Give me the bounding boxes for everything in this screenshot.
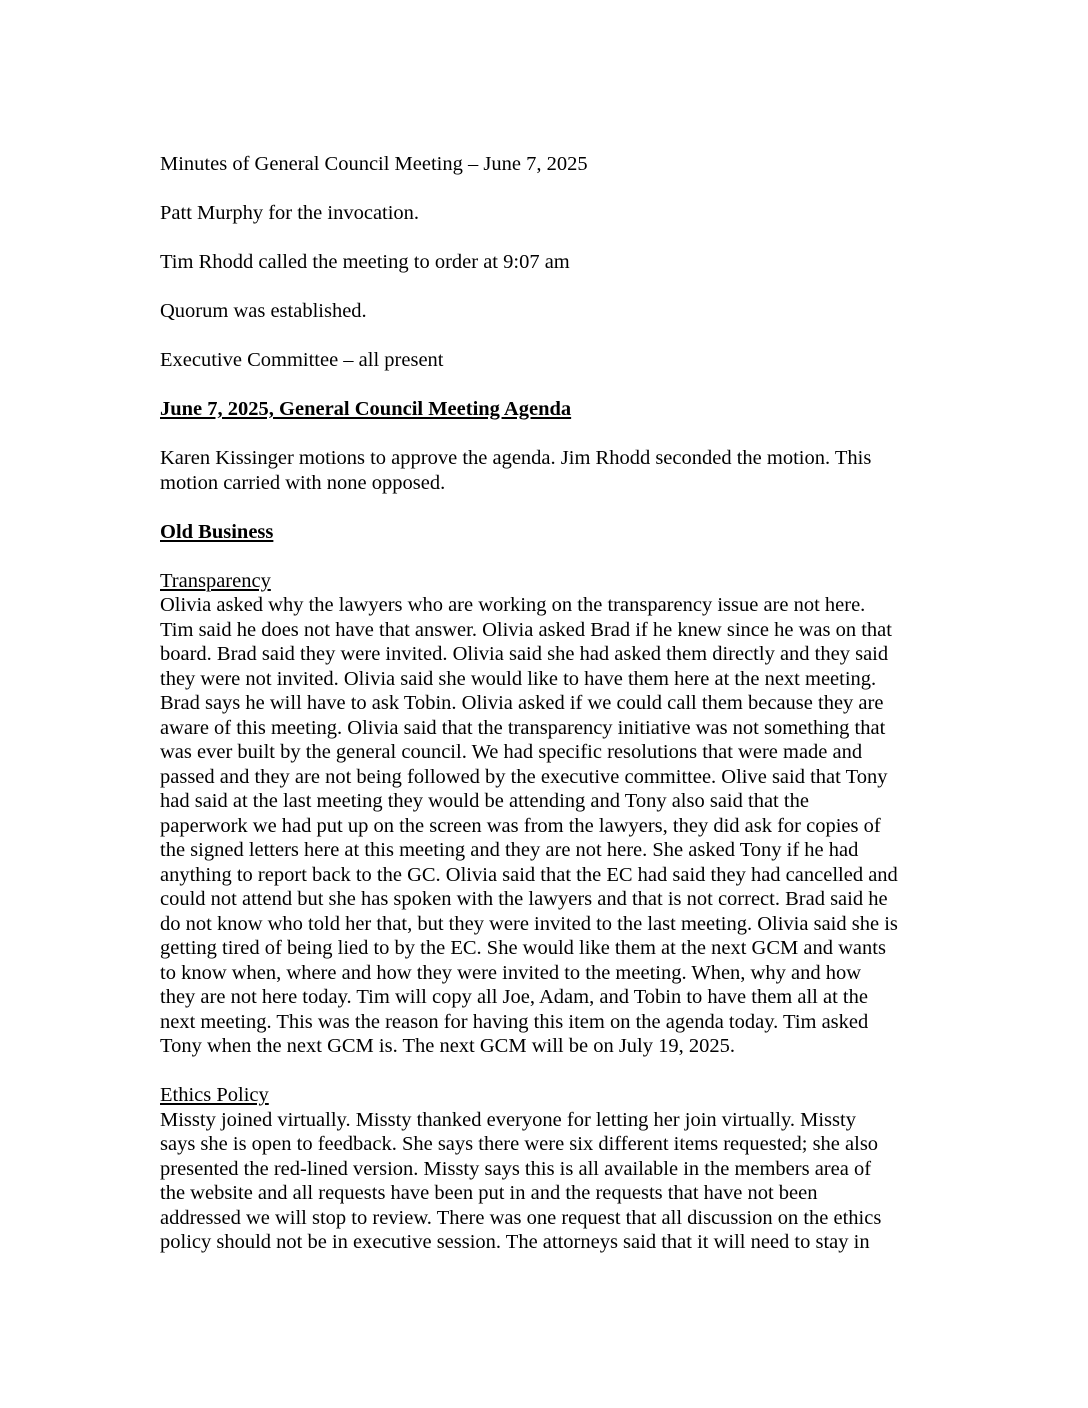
old-business-heading: Old Business [160,520,274,543]
text-line: presented the red-lined version. Missty says this is all available in the members area of [160,1157,872,1180]
text-line: the signed letters here at this meeting and they are not here. She asked Tony if he had [160,839,859,861]
text-line: do not know who told her that, but they were invited to the last meeting. Olivia said she is [160,912,898,935]
text-line: the website and all requests have been put in and the requests that have not been [160,1182,818,1204]
text-line: motion carried with none opposed. [160,471,446,494]
agenda-paragraph [160,446,940,495]
text-line: had said at the last meeting they would be attending and Tony also said that the [160,790,809,812]
text-line: they are not here today. Tim will copy all Joe, Adam, and Tobin to have them all at the [160,986,868,1008]
text-line: Tim said he does not have that answer. Olivia asked Brad if he knew since he was on that [160,618,892,641]
quorum-line: Quorum was established. [160,300,367,322]
call-to-order-line: Tim Rhodd called the meeting to order at 9:07 am [160,251,570,273]
text-line: Tony when the next GCM is. The next GCM will be on July 19, 2025. [160,1035,736,1057]
text-line: policy should not be in executive session. The attorneys said that it will need to stay in [160,1231,870,1253]
text-line: paperwork we had put up on the screen was from the lawyers, they did ask for copies of [160,814,881,837]
text-line: board. Brad said they were invited. Olivia said she had asked them directly and they said [160,643,889,665]
text-line: addressed we will stop to review. There was one request that all discussion on the ethics [160,1206,882,1229]
text-line: to know when, where and how they were invited to the meeting. When, why and how [160,961,862,984]
text-line: aware of this meeting. Olivia said that the transparency initiative was not something that [160,716,886,739]
text-line: getting tired of being lied to by the EC. She would like them at the next GCM and wants [160,937,886,959]
text-line: Brad says he will have to ask Tobin. Olivia asked if we could call them because they are [160,692,884,714]
ethics-policy-subheading: Ethics Policy [160,1084,269,1106]
agenda-heading: June 7, 2025, General Council Meeting Agenda [160,398,572,420]
document-page [160,152,940,1279]
text-line: they were not invited. Olivia said she would like to have them here at the next meeting. [160,667,877,690]
text-line: Olivia asked why the lawyers who are working on the transparency issue are not here. [160,594,866,616]
text-line: anything to report back to the GC. Olivia said that the EC had said they had cancelled and [160,863,898,886]
text-line: could not attend but she has spoken with the lawyers and that is not correct. Brad said he [160,888,888,910]
text-line: was ever built by the general council. We had specific resolutions that were made and [160,741,863,763]
invocation-line: Patt Murphy for the invocation. [160,202,420,224]
transparency-section [160,569,940,1059]
text-line: Karen Kissinger motions to approve the agenda. Jim Rhodd seconded the motion. This [160,447,872,469]
transparency-subheading: Transparency [160,569,271,592]
text-line: passed and they are not being followed by the executive committee. Olive said that Tony [160,765,888,788]
executive-committee-line: Executive Committee – all present [160,349,444,371]
text-line: Missty joined virtually. Missty thanked everyone for letting her join virtually. Missty [160,1108,856,1131]
text-line: says she is open to feedback. She says there were six different items requested; she also [160,1133,879,1155]
ethics-policy-section [160,1083,940,1255]
document-title: Minutes of General Council Meeting – June 7, 2025 [160,153,588,175]
text-line: next meeting. This was the reason for having this item on the agenda today. Tim asked [160,1010,869,1033]
